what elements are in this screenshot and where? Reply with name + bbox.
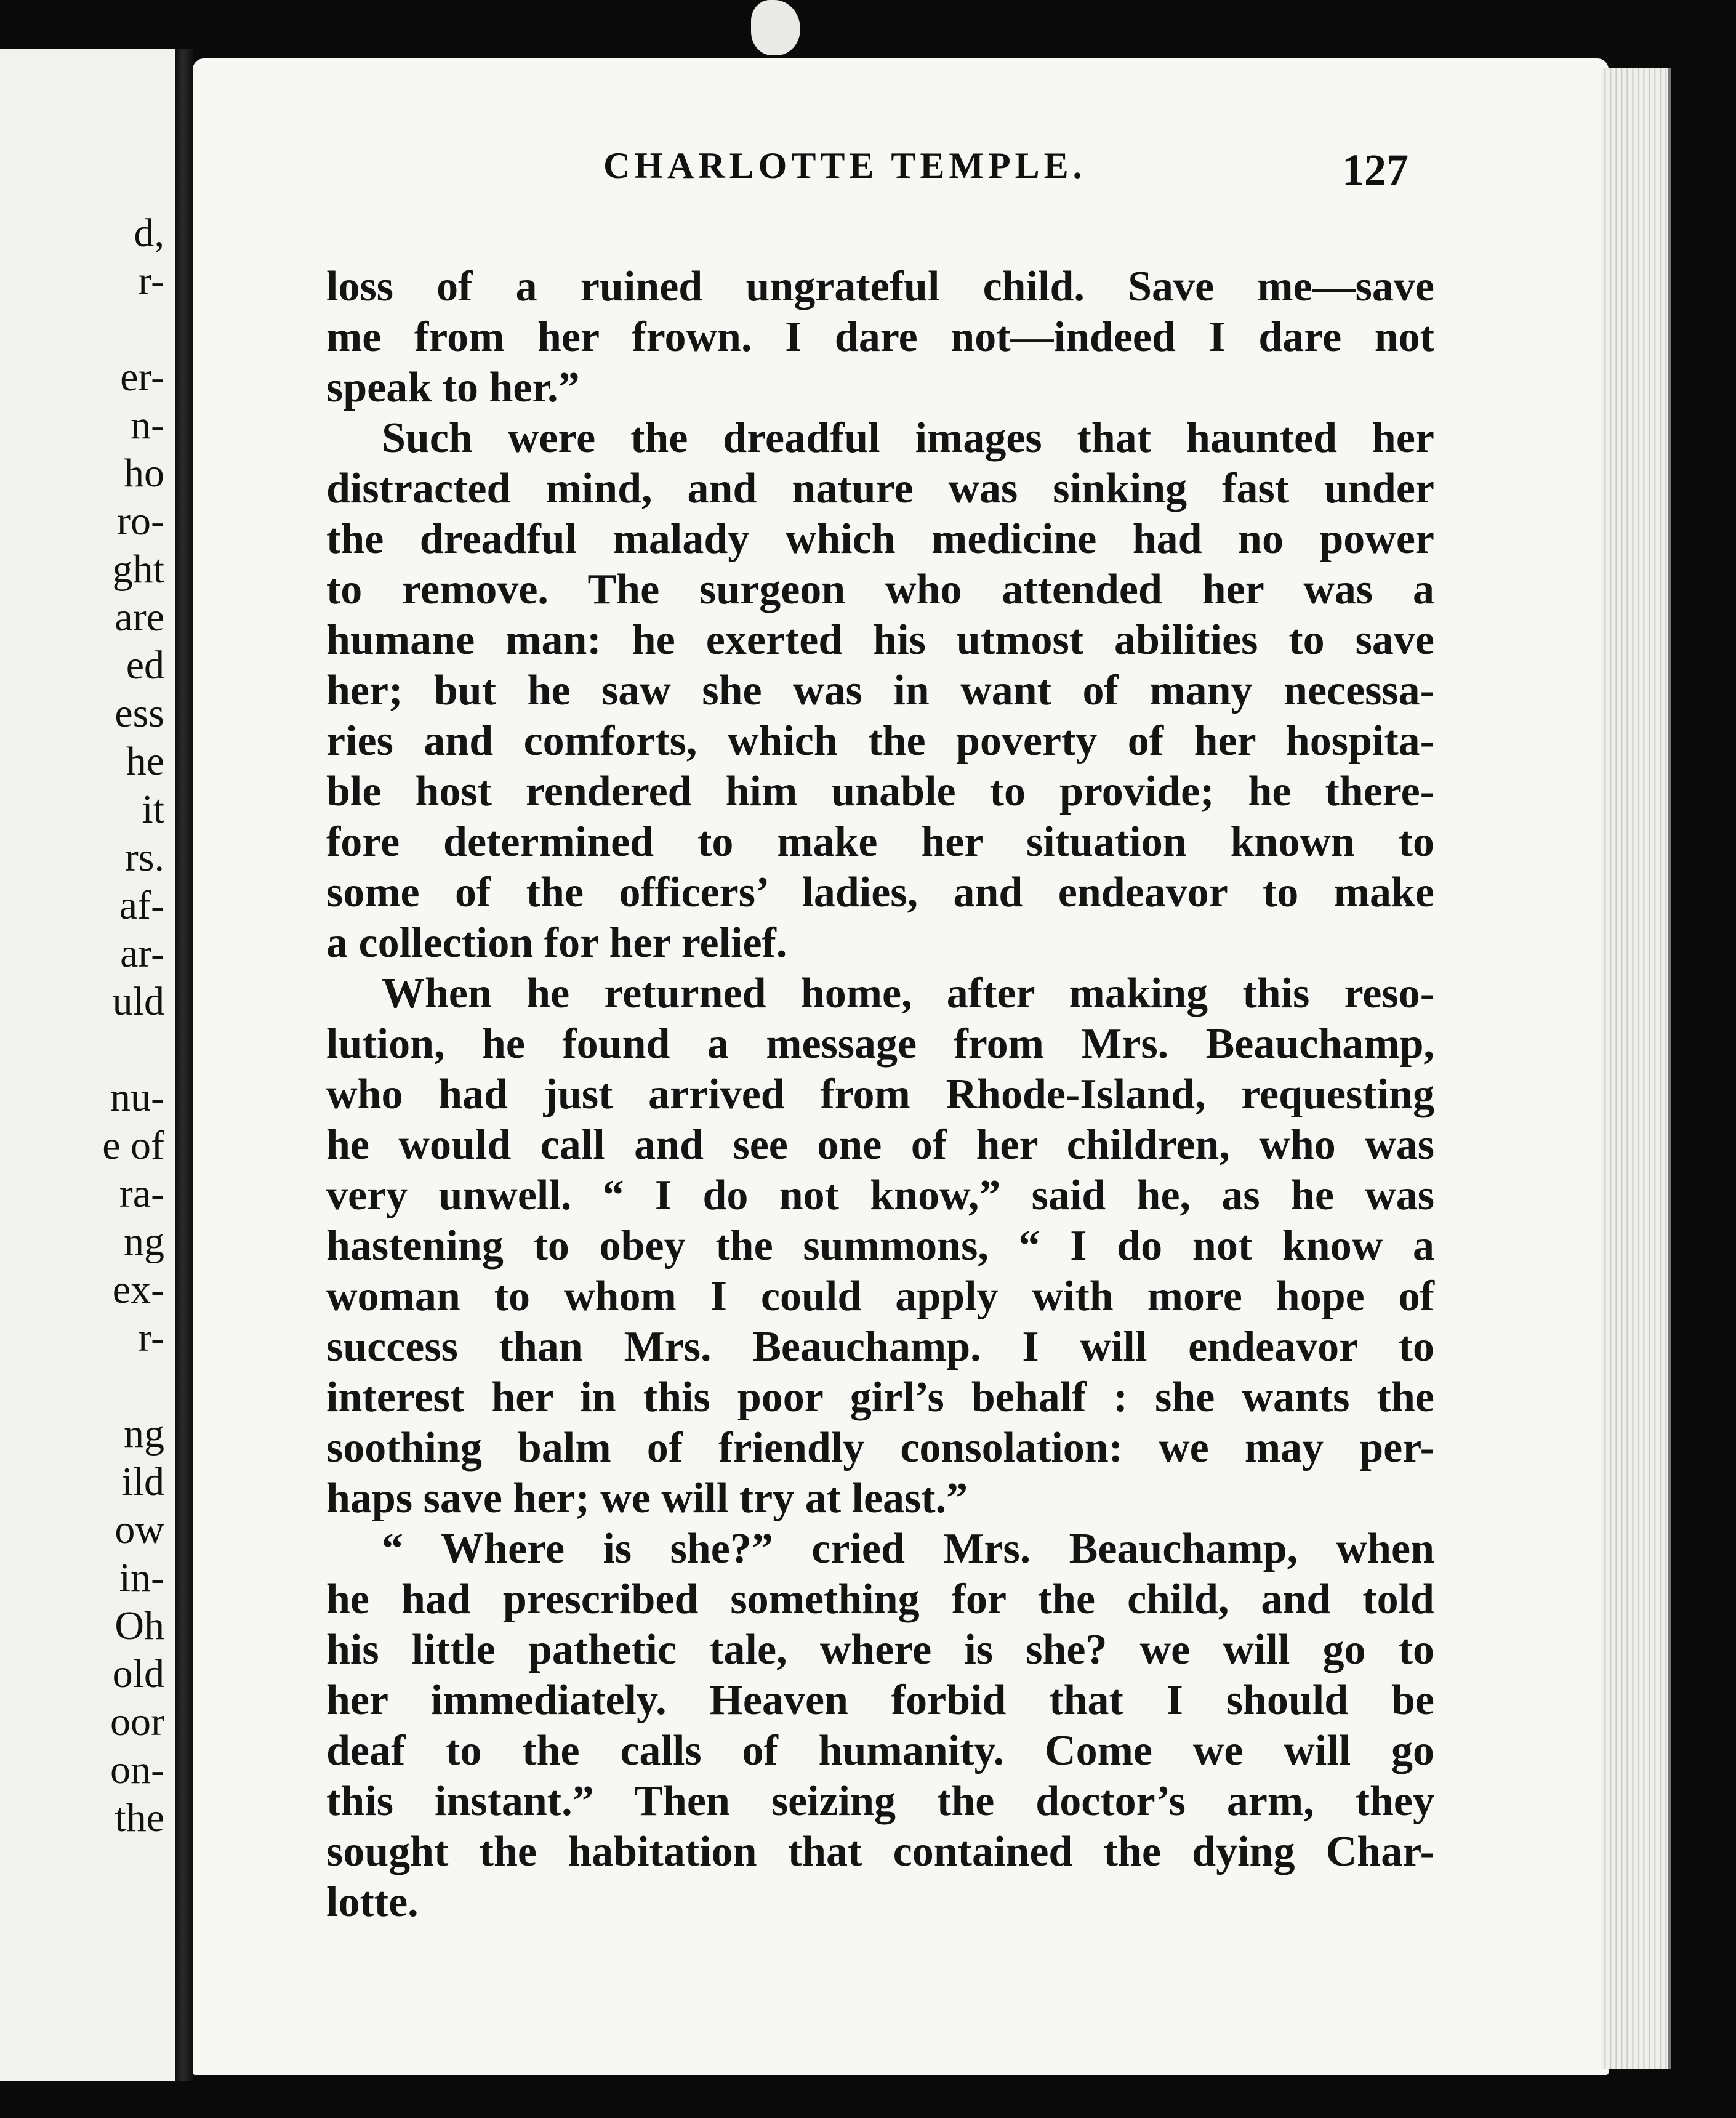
text-line: ries and comforts, which the poverty of her hospita-: [326, 717, 1434, 765]
text-line: interest her in this poor girl’s behalf : she wants the: [326, 1374, 1434, 1421]
facing-page-fragment: ng: [124, 1411, 164, 1456]
text-line: haps save her; we will try at least.”: [326, 1475, 968, 1522]
facing-page-fragment: ng: [124, 1219, 164, 1264]
text-line: woman to whom I could apply with more hope of: [326, 1273, 1434, 1320]
facing-page-fragment: ex-: [112, 1267, 164, 1312]
text-line: who had just arrived from Rhode-Island, requesting: [326, 1071, 1434, 1118]
body-text: [326, 262, 1434, 1928]
facing-page-fragment: on-: [110, 1747, 164, 1792]
facing-page-fragment: it: [142, 787, 164, 832]
text-line: hastening to obey the summons, “ I do not know a: [326, 1222, 1434, 1270]
facing-page-fragment: ed: [126, 643, 164, 688]
text-line: fore determined to make her situation known to: [326, 818, 1434, 866]
running-head: CHARLOTTE TEMPLE.: [603, 145, 1087, 186]
text-line: When he returned home, after making this reso-: [382, 970, 1434, 1017]
page-edges: [1601, 68, 1671, 2069]
facing-page-fragment: ar-: [120, 931, 164, 976]
book-gutter: [175, 49, 193, 2081]
text-line: loss of a ruined ungrateful child. Save me—save: [326, 263, 1434, 310]
facing-page-fragment: oor: [110, 1699, 164, 1744]
text-line: the dreadful malady which medicine had no power: [326, 515, 1434, 563]
facing-page-fragment: uld: [112, 979, 164, 1024]
facing-page-fragment: ow: [115, 1507, 164, 1552]
text-line: his little pathetic tale, where is she? we will go to: [326, 1626, 1434, 1673]
text-line: humane man: he exerted his utmost abilities to save: [326, 616, 1434, 664]
page-number: 127: [1342, 145, 1408, 195]
text-line: a collection for her relief.: [326, 919, 787, 967]
scan-speck: [751, 0, 800, 55]
text-line: lution, he found a message from Mrs. Beauchamp,: [326, 1020, 1434, 1068]
facing-page-fragment: ild: [121, 1459, 164, 1504]
facing-page-fragment: rs.: [124, 835, 164, 880]
text-line: distracted mind, and nature was sinking fast under: [326, 465, 1434, 512]
text-line: this instant.” Then seizing the doctor’s arm, they: [326, 1778, 1434, 1825]
facing-page-fragment: d,: [134, 211, 164, 256]
text-line: some of the officers’ ladies, and endeavor to make: [326, 869, 1434, 916]
facing-page-fragment: are: [115, 595, 164, 640]
facing-page-fragment: r-: [138, 1315, 164, 1360]
facing-page-fragment: he: [126, 739, 164, 784]
facing-page-fragment: in-: [119, 1555, 164, 1600]
facing-page-fragment: er-: [120, 355, 164, 400]
text-line: speak to her.”: [326, 364, 580, 411]
text-line: to remove. The surgeon who attended her was a: [326, 566, 1434, 613]
text-line: her immediately. Heaven forbid that I should be: [326, 1677, 1434, 1724]
facing-page-fragment: old: [112, 1651, 164, 1696]
facing-page-fragment: Oh: [115, 1603, 164, 1648]
facing-page-fragment: nu-: [110, 1075, 164, 1120]
text-line: her; but he saw she was in want of many necessa-: [326, 667, 1434, 714]
text-line: “ Where is she?” cried Mrs. Beauchamp, when: [382, 1525, 1434, 1572]
facing-page-fragment: the: [115, 1795, 164, 1840]
text-line: lotte.: [326, 1878, 419, 1926]
facing-page-fragment: e of: [102, 1123, 164, 1168]
facing-page-fragment: ro-: [117, 499, 164, 544]
text-line: he had prescribed something for the child, and told: [326, 1576, 1434, 1623]
text-line: soothing balm of friendly consolation: we may per-: [326, 1424, 1434, 1472]
text-line: very unwell. “ I do not know,” said he, as he was: [326, 1172, 1434, 1219]
facing-page-fragment: ho: [124, 451, 164, 496]
text-line: ble host rendered him unable to provide; he there-: [326, 768, 1434, 815]
text-line: success than Mrs. Beauchamp. I will endeavor to: [326, 1323, 1434, 1371]
facing-page-fragment: af-: [119, 883, 164, 928]
facing-page-fragment: r-: [138, 259, 164, 304]
text-line: he would call and see one of her children, who was: [326, 1121, 1434, 1169]
facing-page-fragment: ra-: [119, 1171, 164, 1216]
text-line: Such were the dreadful images that haunted her: [382, 414, 1434, 462]
text-line: deaf to the calls of humanity. Come we will go: [326, 1727, 1434, 1774]
text-line: sought the habitation that contained the dying Char-: [326, 1828, 1434, 1875]
text-line: me from her frown. I dare not—indeed I dare not: [326, 313, 1434, 361]
facing-page-fragment: ess: [115, 691, 164, 736]
facing-page-fragment: n-: [131, 403, 164, 448]
facing-page-fragment: ght: [112, 547, 164, 592]
facing-page-left: [0, 49, 175, 2081]
